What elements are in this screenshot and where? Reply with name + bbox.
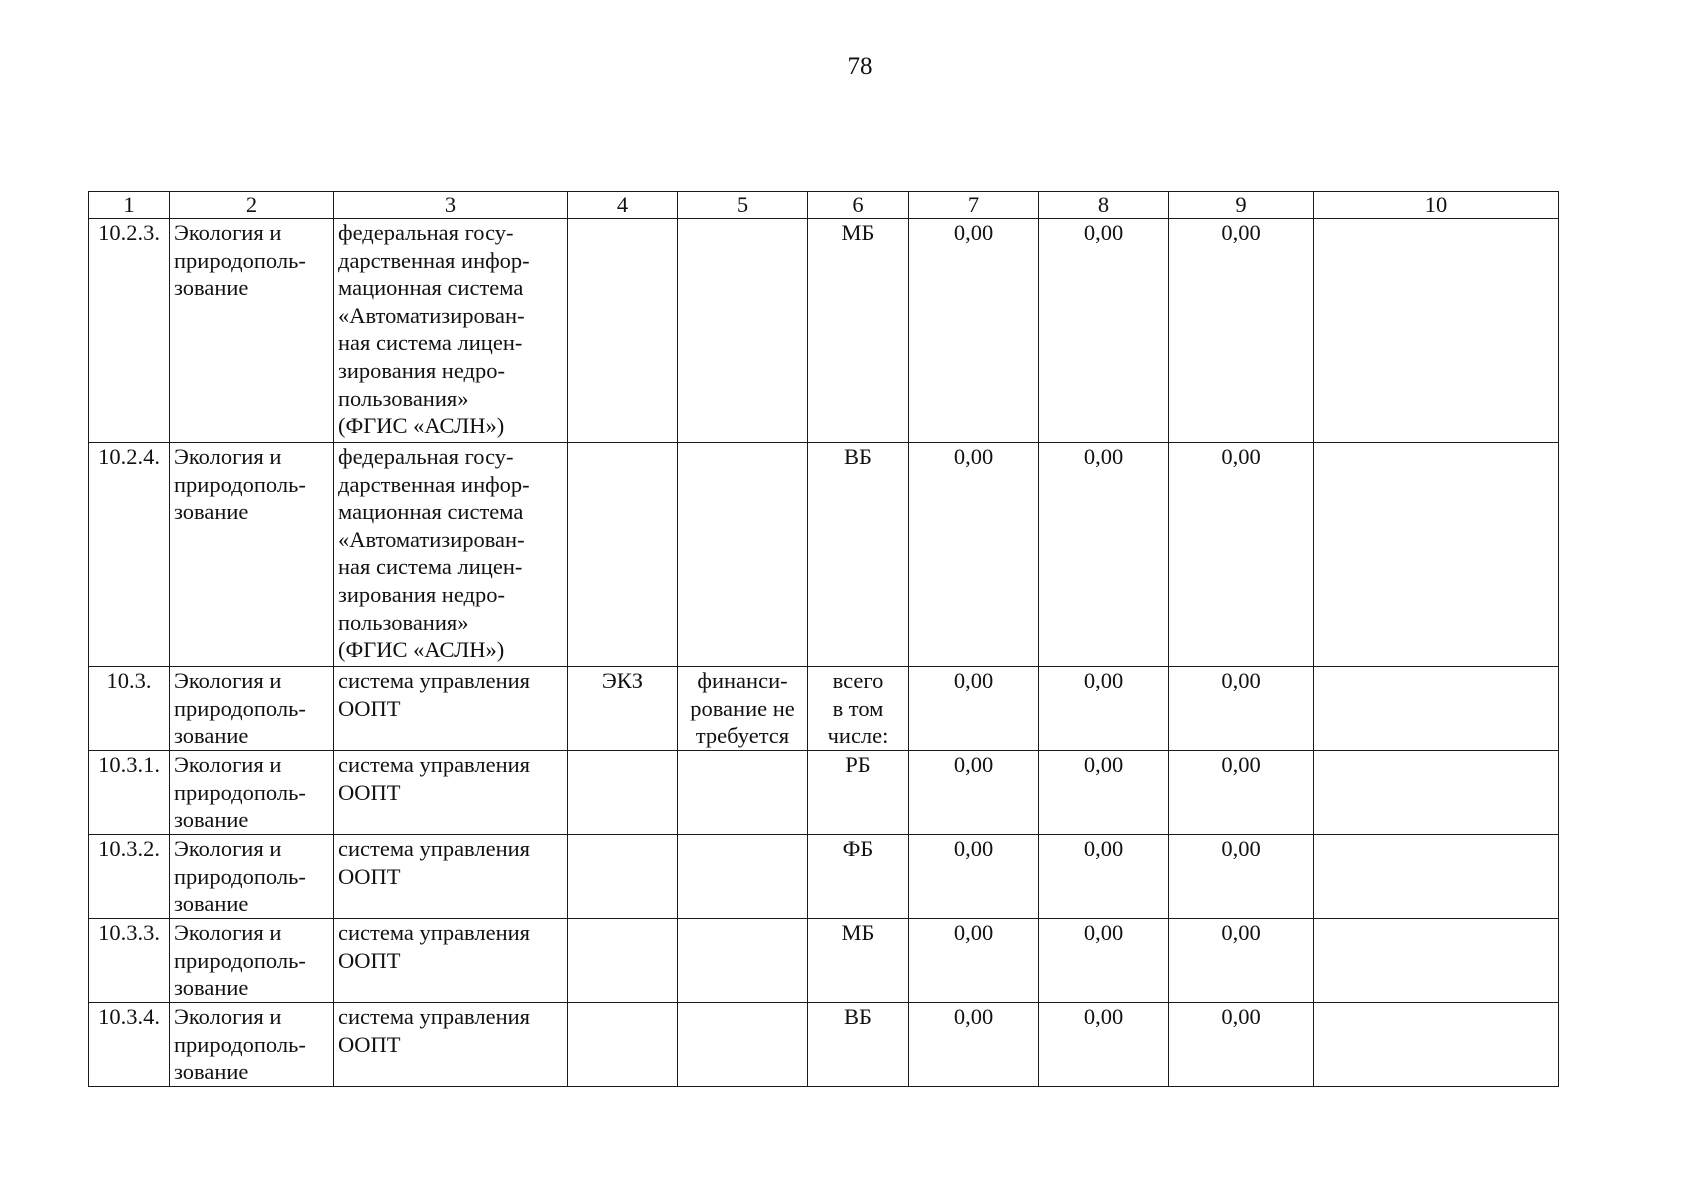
row-funding-source: МБ: [808, 919, 909, 1003]
row-col10: [1314, 919, 1559, 1003]
row-code: 10.3.4.: [89, 1003, 170, 1087]
table-row: [89, 667, 1559, 751]
table-row: [89, 443, 1559, 667]
table-row: [89, 219, 1559, 443]
row-sphere: Экология и природополь- зование: [170, 919, 334, 1003]
row-code: 10.3.1.: [89, 751, 170, 835]
row-value-8: 0,00: [1039, 219, 1169, 443]
row-col4: ЭКЗ: [568, 667, 678, 751]
row-value-8: 0,00: [1039, 667, 1169, 751]
row-value-9: 0,00: [1169, 667, 1314, 751]
column-number: 2: [170, 192, 334, 219]
row-value-9: 0,00: [1169, 219, 1314, 443]
row-col5: [678, 219, 808, 443]
row-system: система управления ООПТ: [334, 835, 568, 919]
row-value-8: 0,00: [1039, 1003, 1169, 1087]
column-number: 5: [678, 192, 808, 219]
column-number: 7: [909, 192, 1039, 219]
row-funding-source: РБ: [808, 751, 909, 835]
row-value-7: 0,00: [909, 919, 1039, 1003]
row-system: федеральная госу- дарственная инфор- мационная система «Автоматизирован- ная система лицен- зирования недро- пользования» (ФГИС «АСЛН»): [334, 219, 568, 443]
row-system: федеральная госу- дарственная инфор- мационная система «Автоматизирован- ная система лицен- зирования недро- пользования» (ФГИС «АСЛН»): [334, 443, 568, 667]
row-funding-source: всего в том числе:: [808, 667, 909, 751]
row-col4: [568, 835, 678, 919]
row-code: 10.3.: [89, 667, 170, 751]
column-number: 10: [1314, 192, 1559, 219]
row-col10: [1314, 443, 1559, 667]
row-col4: [568, 443, 678, 667]
row-system: система управления ООПТ: [334, 1003, 568, 1087]
column-number-row: [89, 192, 1559, 219]
table-row: [89, 919, 1559, 1003]
column-number: 9: [1169, 192, 1314, 219]
row-code: 10.3.2.: [89, 835, 170, 919]
row-code: 10.2.4.: [89, 443, 170, 667]
row-system: система управления ООПТ: [334, 919, 568, 1003]
row-value-7: 0,00: [909, 667, 1039, 751]
row-value-8: 0,00: [1039, 443, 1169, 667]
column-number: 3: [334, 192, 568, 219]
row-value-9: 0,00: [1169, 835, 1314, 919]
row-funding-source: МБ: [808, 219, 909, 443]
row-col4: [568, 219, 678, 443]
row-col5: [678, 443, 808, 667]
row-sphere: Экология и природополь- зование: [170, 443, 334, 667]
row-value-8: 0,00: [1039, 751, 1169, 835]
row-code: 10.2.3.: [89, 219, 170, 443]
table-row: [89, 835, 1559, 919]
row-value-7: 0,00: [909, 751, 1039, 835]
row-value-9: 0,00: [1169, 443, 1314, 667]
row-col5: [678, 835, 808, 919]
row-sphere: Экология и природополь- зование: [170, 219, 334, 443]
row-value-8: 0,00: [1039, 919, 1169, 1003]
column-number: 6: [808, 192, 909, 219]
row-funding-source: ВБ: [808, 1003, 909, 1087]
row-code: 10.3.3.: [89, 919, 170, 1003]
column-number: 4: [568, 192, 678, 219]
row-col4: [568, 919, 678, 1003]
row-col10: [1314, 667, 1559, 751]
row-system: система управления ООПТ: [334, 667, 568, 751]
row-value-8: 0,00: [1039, 835, 1169, 919]
row-col10: [1314, 219, 1559, 443]
column-number: 8: [1039, 192, 1169, 219]
column-number: 1: [89, 192, 170, 219]
row-value-7: 0,00: [909, 443, 1039, 667]
row-col5: [678, 751, 808, 835]
row-value-9: 0,00: [1169, 919, 1314, 1003]
row-value-7: 0,00: [909, 1003, 1039, 1087]
row-sphere: Экология и природополь- зование: [170, 751, 334, 835]
row-col4: [568, 1003, 678, 1087]
row-value-9: 0,00: [1169, 1003, 1314, 1087]
row-col5: [678, 1003, 808, 1087]
row-sphere: Экология и природополь- зование: [170, 667, 334, 751]
row-funding-source: ВБ: [808, 443, 909, 667]
row-col10: [1314, 751, 1559, 835]
row-funding-source: ФБ: [808, 835, 909, 919]
row-col5: [678, 919, 808, 1003]
page-number: 78: [847, 53, 873, 80]
row-sphere: Экология и природополь- зование: [170, 835, 334, 919]
row-value-7: 0,00: [909, 835, 1039, 919]
row-value-9: 0,00: [1169, 751, 1314, 835]
row-col4: [568, 751, 678, 835]
row-col10: [1314, 835, 1559, 919]
row-col10: [1314, 1003, 1559, 1087]
table-row: [89, 751, 1559, 835]
row-sphere: Экология и природополь- зование: [170, 1003, 334, 1087]
row-system: система управления ООПТ: [334, 751, 568, 835]
row-value-7: 0,00: [909, 219, 1039, 443]
budget-table: [88, 191, 1559, 1087]
table-row: [89, 1003, 1559, 1087]
row-col5: финанси- рование не требуется: [678, 667, 808, 751]
